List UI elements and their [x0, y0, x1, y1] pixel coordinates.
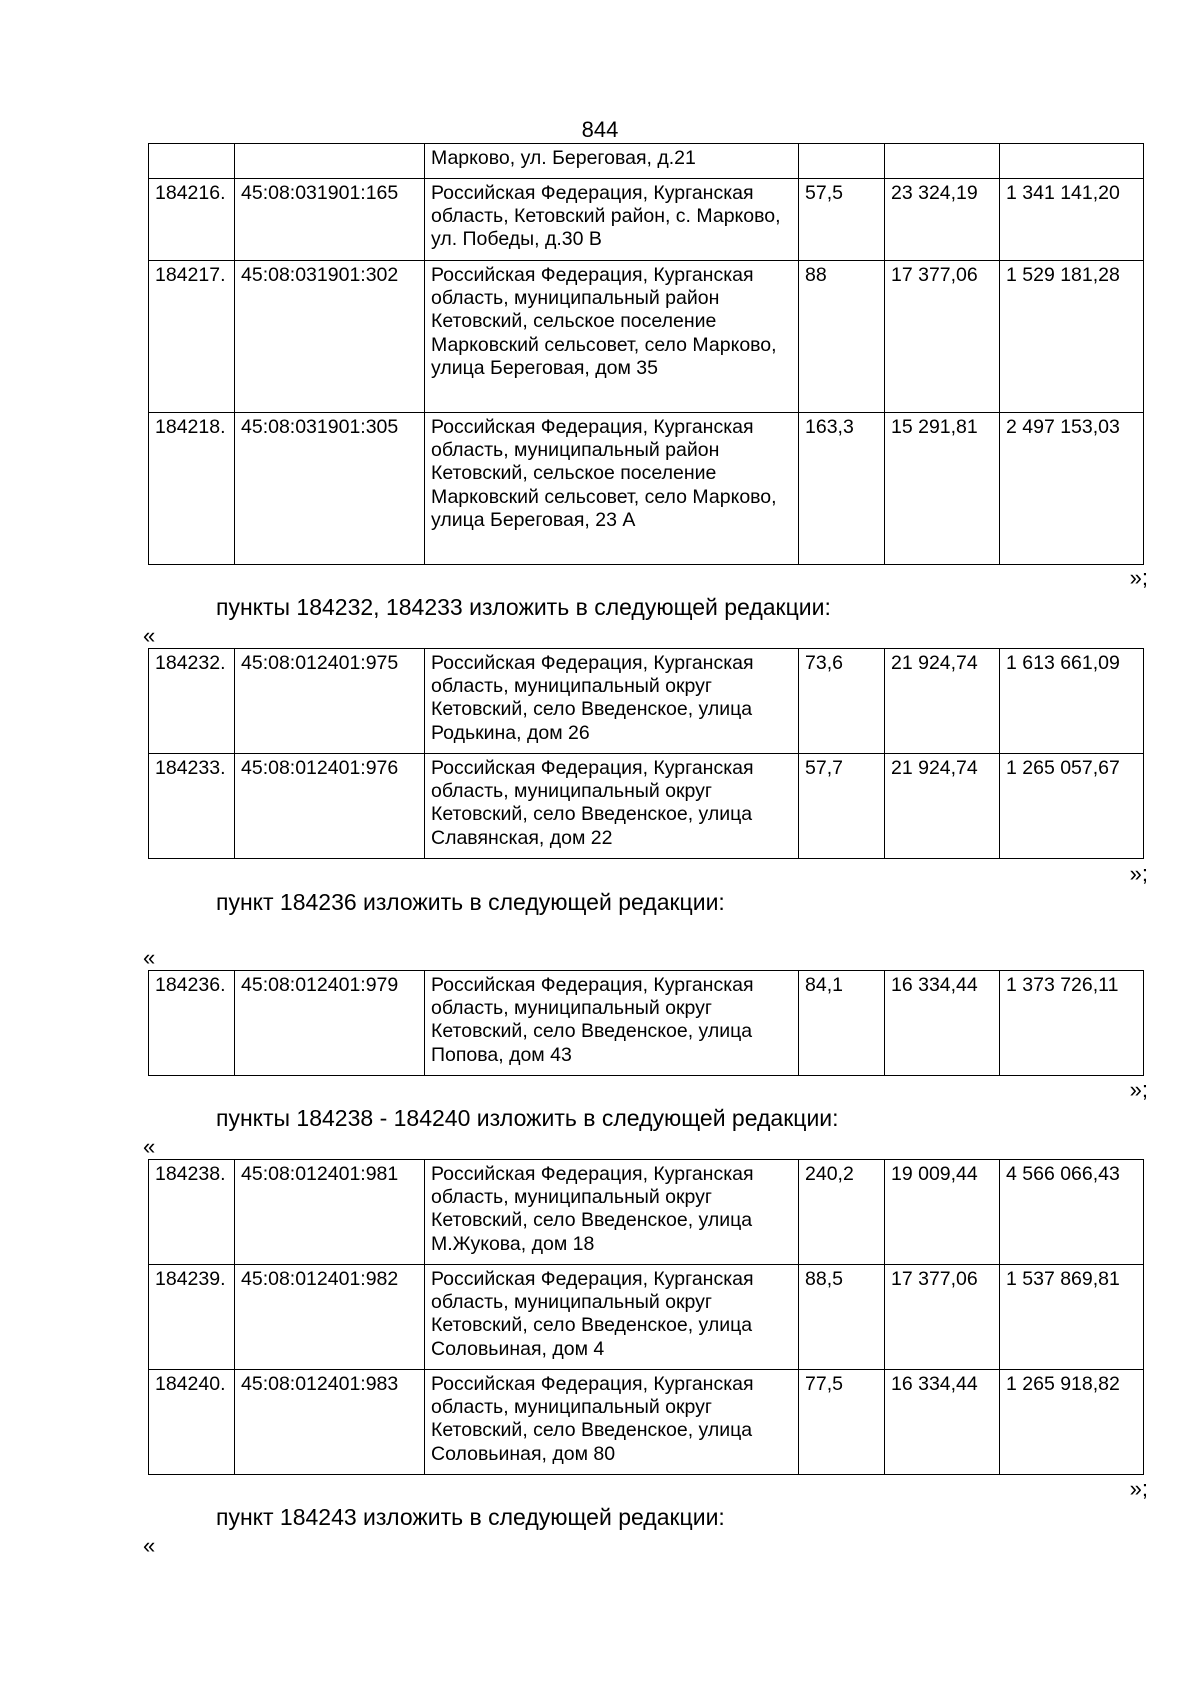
area: 77,5: [799, 1370, 885, 1475]
address: Российская Федерация, Курганская область, муниципальный округ Кетовский, село Введенское, улица Славянская, дом 22: [425, 754, 799, 859]
address: Российская Федерация, Курганская область, муниципальный округ Кетовский, село Введенское, улица Попова, дом 43: [425, 971, 799, 1076]
table-row: [149, 649, 1144, 754]
area: 88: [799, 261, 885, 413]
address: Российская Федерация, Курганская область, муниципальный округ Кетовский, село Введенское, улица Соловьиная, дом 4: [425, 1265, 799, 1370]
unit-cost: 15 291,81: [885, 413, 1000, 565]
unit-cost: 17 377,06: [885, 261, 1000, 413]
unit-cost: 17 377,06: [885, 1265, 1000, 1370]
item-number: 184236.: [149, 971, 235, 1076]
amendment-instruction: пункты 184232, 184233 изложить в следующей редакции:: [216, 594, 831, 620]
table-row: [149, 144, 1144, 179]
opening-quote: «: [143, 1533, 156, 1558]
table-row: [149, 754, 1144, 859]
unit-cost: [885, 144, 1000, 179]
amendment-instruction: пункт 184243 изложить в следующей редакции:: [216, 1504, 725, 1530]
total-cost: 1 265 918,82: [1000, 1370, 1144, 1475]
unit-cost: 21 924,74: [885, 754, 1000, 859]
cadastral-number: 45:08:012401:982: [235, 1265, 425, 1370]
table-row: [149, 1265, 1144, 1370]
cadastral-number: 45:08:012401:975: [235, 649, 425, 754]
opening-quote: «: [143, 1134, 156, 1159]
cadastral-number: 45:08:012401:979: [235, 971, 425, 1076]
cadastral-number: 45:08:012401:981: [235, 1160, 425, 1265]
address: Российская Федерация, Курганская область, муниципальный район Кетовский, сельское поселение Марковский сельсовет, село Марково, улица Береговая, дом 35: [425, 261, 799, 413]
item-number: 184217.: [149, 261, 235, 413]
item-number: 184216.: [149, 179, 235, 261]
table-row: [149, 261, 1144, 413]
property-table-3: [148, 970, 1144, 1076]
unit-cost: 16 334,44: [885, 1370, 1000, 1475]
table-row: [149, 1370, 1144, 1475]
opening-quote: «: [143, 945, 156, 970]
property-table-4: [148, 1159, 1144, 1475]
item-number: 184232.: [149, 649, 235, 754]
cadastral-number: 45:08:012401:983: [235, 1370, 425, 1475]
area: 88,5: [799, 1265, 885, 1370]
address: Российская Федерация, Курганская область, муниципальный район Кетовский, сельское поселение Марковский сельсовет, село Марково, улица Береговая, 23 А: [425, 413, 799, 565]
item-number: [149, 144, 235, 179]
closing-quote: »;: [1129, 861, 1148, 886]
total-cost: 1 529 181,28: [1000, 261, 1144, 413]
closing-quote: »;: [1129, 1077, 1148, 1102]
area: 163,3: [799, 413, 885, 565]
total-cost: 1 373 726,11: [1000, 971, 1144, 1076]
cadastral-number: 45:08:031901:305: [235, 413, 425, 565]
closing-quote: »;: [1129, 565, 1148, 590]
total-cost: 1 613 661,09: [1000, 649, 1144, 754]
item-number: 184218.: [149, 413, 235, 565]
opening-quote: «: [143, 623, 156, 648]
table-row: [149, 971, 1144, 1076]
item-number: 184240.: [149, 1370, 235, 1475]
total-cost: 1 265 057,67: [1000, 754, 1144, 859]
address: Российская Федерация, Курганская область, Кетовский район, с. Марково, ул. Победы, д.30 В: [425, 179, 799, 261]
amendment-instruction: пункт 184236 изложить в следующей редакции:: [216, 889, 725, 915]
property-table-2: [148, 648, 1144, 859]
cadastral-number: 45:08:012401:976: [235, 754, 425, 859]
unit-cost: 21 924,74: [885, 649, 1000, 754]
item-number: 184238.: [149, 1160, 235, 1265]
area: 240,2: [799, 1160, 885, 1265]
area: 84,1: [799, 971, 885, 1076]
amendment-instruction: пункты 184238 - 184240 изложить в следующей редакции:: [216, 1105, 839, 1131]
table-row: [149, 1160, 1144, 1265]
total-cost: 4 566 066,43: [1000, 1160, 1144, 1265]
unit-cost: 16 334,44: [885, 971, 1000, 1076]
cadastral-number: [235, 144, 425, 179]
table-row: [149, 179, 1144, 261]
property-table-1: [148, 143, 1144, 565]
address: Российская Федерация, Курганская область, муниципальный округ Кетовский, село Введенское, улица М.Жукова, дом 18: [425, 1160, 799, 1265]
closing-quote: »;: [1129, 1476, 1148, 1501]
area: [799, 144, 885, 179]
item-number: 184233.: [149, 754, 235, 859]
cadastral-number: 45:08:031901:165: [235, 179, 425, 261]
area: 57,7: [799, 754, 885, 859]
total-cost: 1 341 141,20: [1000, 179, 1144, 261]
cadastral-number: 45:08:031901:302: [235, 261, 425, 413]
page-number: 844: [581, 117, 619, 142]
total-cost: [1000, 144, 1144, 179]
address: Российская Федерация, Курганская область, муниципальный округ Кетовский, село Введенское, улица Соловьиная, дом 80: [425, 1370, 799, 1475]
address: Марково, ул. Береговая, д.21: [425, 144, 799, 179]
total-cost: 2 497 153,03: [1000, 413, 1144, 565]
item-number: 184239.: [149, 1265, 235, 1370]
address: Российская Федерация, Курганская область, муниципальный округ Кетовский, село Введенское, улица Родькина, дом 26: [425, 649, 799, 754]
area: 57,5: [799, 179, 885, 261]
table-row: [149, 413, 1144, 565]
total-cost: 1 537 869,81: [1000, 1265, 1144, 1370]
unit-cost: 19 009,44: [885, 1160, 1000, 1265]
unit-cost: 23 324,19: [885, 179, 1000, 261]
area: 73,6: [799, 649, 885, 754]
